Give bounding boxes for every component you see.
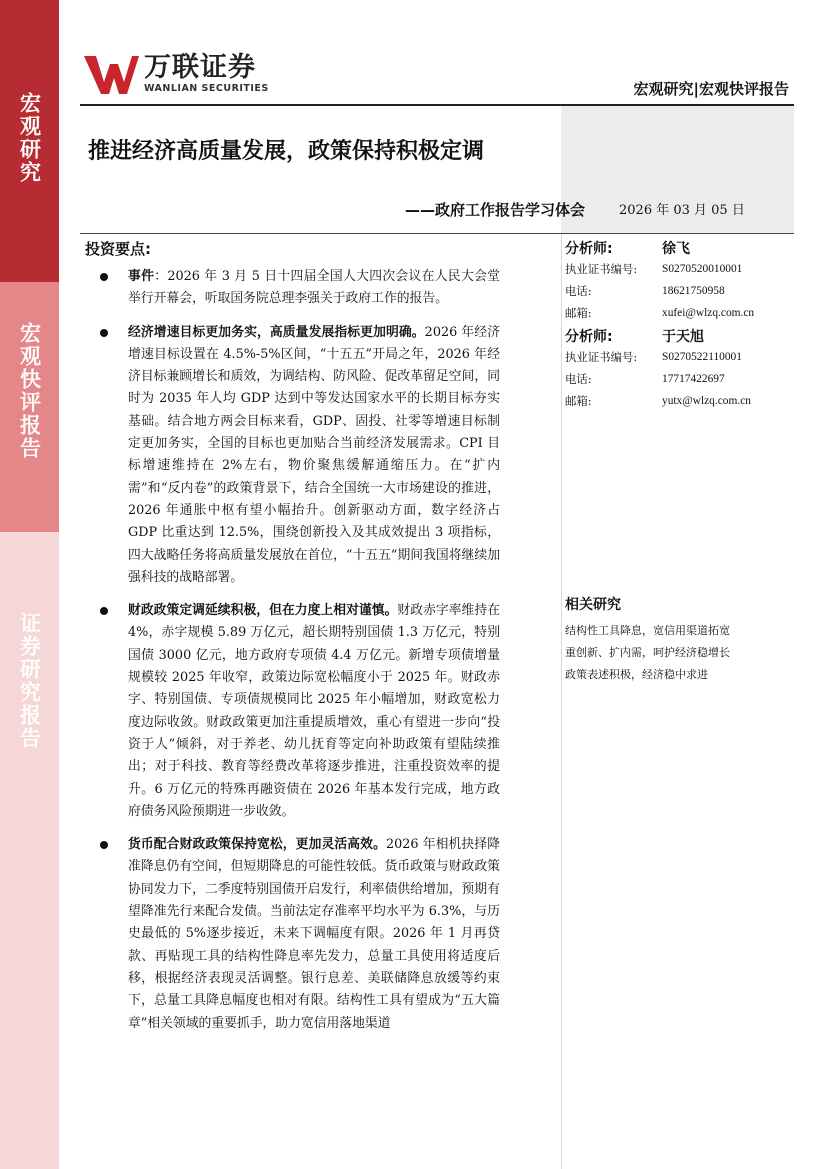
email-address[interactable]: yutx@wlzq.com.cn [662,395,751,407]
sidebar-label-securities-research: 证券研究报告 [17,612,42,750]
item-text: 财政赤字率维持在 4%，赤字规模 5.89 万亿元，超长期特别国债 1.3 万亿元，特别国债 3000 亿元，地方政府专项债 4.4 万亿元。新增专项债增量规模较 2025 年收窄，政策边际宽松幅度小于 2025 年。财政赤字、特别国债、专项债规模同比 2025 年小幅增加，财政宽松力度边际收敛。财政政策更加注重提质增效，重心有望进一步向“投资于人”倾斜，对于养老、幼儿抚育等定向补助政策有望陆续推出；对于科技、教育等经费改革将逐步推进，注重投资效率的提升。6 万亿元的特殊再融资债在 2026 年基本发行完成，地方政府债务风险预期进一步收敛。 [128,603,501,819]
body-divider [80,233,794,234]
related-research-heading: 相关研究 [565,597,621,613]
cert-number: S0270520010001 [662,263,743,275]
phone-number: 18621750958 [662,285,725,297]
wanlian-w-logo-icon [82,52,140,96]
email-label: 邮箱: [565,394,592,408]
analyst-panel [565,238,794,412]
cert-number: S0270522110001 [662,351,742,363]
list-item [80,266,500,311]
list-item [80,322,500,590]
phone-label: 电话: [565,372,592,386]
company-logo [82,52,269,96]
report-subtitle: ——政府工作报告学习体会 [404,201,585,219]
sidebar-label-report-type: 宏观快评报告 [17,322,42,460]
report-date: 2026 年 03 月 05 日 [619,203,745,218]
sidebar-block-bottom [0,532,59,1169]
report-category-tag: 宏观研究|宏观快评报告 [633,80,789,98]
phone-number: 17717422697 [662,373,725,385]
sidebar-block-middle [0,282,59,532]
column-divider [561,234,562,1169]
list-item [80,600,500,823]
sidebar-label-macro-research: 宏观研究 [17,92,42,184]
item-text: 2026 年相机抉择降准降息仍有空间，但短期降息的可能性较低。货币政策与财政政策协同发力下，二季度特别国债开启发行，利率债供给增加，预期有望降准先行来配合发债。当前法定存准率平均水平为 6.3%，与历史最低的 5%逐步接近，未来下调幅度有限。2026 年 1 月再贷款、再贴现工具的结构性降息率先发力，总量工具使用将适度后移，根据经济表现灵活调整。银行息差、美联储降息放缓等约束下，总量工具降息幅度也相对有限。结构性工具有望成为“五大篇章”相关领域的重要抓手，助力宽信用落地渠道 [128,837,500,1031]
bullet-icon [100,329,108,337]
item-text: 2026 年经济增速目标设置在 4.5%-5%区间，“十五五”开局之年，2026 年经济目标兼顾增长和质效，为调结构、防风险、促改革留足空间，同时为 2035 年人均 GDP 达到中等发达国家水平的长期目标夯实基础。结合地方两会目标来看，GDP、固投、社零等增速目标制定更加务实，全国的目标也更加贴合当前经济发展需求。CPI 目标增速维持在 2%左右，物价聚焦缓解通缩压力。在“扩内需”和“反内卷”的政策背景下，结合全国统一大市场建设的推进，2026 年通胀中枢有望小幅抬升。创新驱动方面，数字经济占 GDP 比重达到 12.5%，围绕创新投入及其成效提出 3 项指标，四大战略任务将高质量发展放在首位，“十五五”期间我国将继续加强科技的战略部署。 [128,324,501,585]
related-research-item[interactable]: 重创新、扩内需，呵护经济稳增长 [565,646,730,659]
phone-label: 电话: [565,284,592,298]
email-label: 邮箱: [565,306,592,320]
analyst-card [565,326,794,412]
item-text: ：2026 年 3 月 5 日十四届全国人大四次会议在人民大会堂举行开幕会，听取国务院总理李强关于政府工作的报告。 [128,269,500,307]
item-lead: 事件 [128,269,155,284]
bullet-icon [100,841,108,849]
analyst-name: 于天旭 [662,329,704,345]
item-lead: 经济增速目标更加务实，高质量发展指标更加明确。 [128,324,425,340]
sidebar [0,0,59,1169]
logo-chinese-name: 万联证券 [144,52,256,83]
related-research-item[interactable]: 政策表述积极，经济稳中求进 [565,668,708,681]
item-lead: 财政政策定调延续积极，但在力度上相对谨慎。 [128,603,398,619]
email-address[interactable]: xufei@wlzq.com.cn [662,307,755,319]
related-research-item[interactable]: 结构性工具降息，宽信用渠道拓宽 [565,624,730,637]
bullet-icon [100,273,108,281]
analyst-name: 徐飞 [662,241,690,257]
bullet-icon [100,607,108,615]
report-title: 推进经济高质量发展，政策保持积极定调 [88,139,485,164]
investment-points-heading: 投资要点: [85,240,151,258]
item-lead: 货币配合财政政策保持宽松，更加灵活高效。 [128,837,386,853]
cert-label: 执业证书编号: [565,262,638,276]
list-item [80,834,500,1035]
analyst-label: 分析师: [565,329,613,345]
logo-english-name: WANLIAN SECURITIES [144,83,269,94]
analyst-card [565,238,794,324]
related-research [565,594,765,686]
title-area [80,106,589,229]
sidebar-block-top [0,0,59,282]
analyst-label: 分析师: [565,241,613,257]
cert-label: 执业证书编号: [565,350,638,364]
investment-points-list [80,266,500,1035]
main-column [80,238,500,1046]
